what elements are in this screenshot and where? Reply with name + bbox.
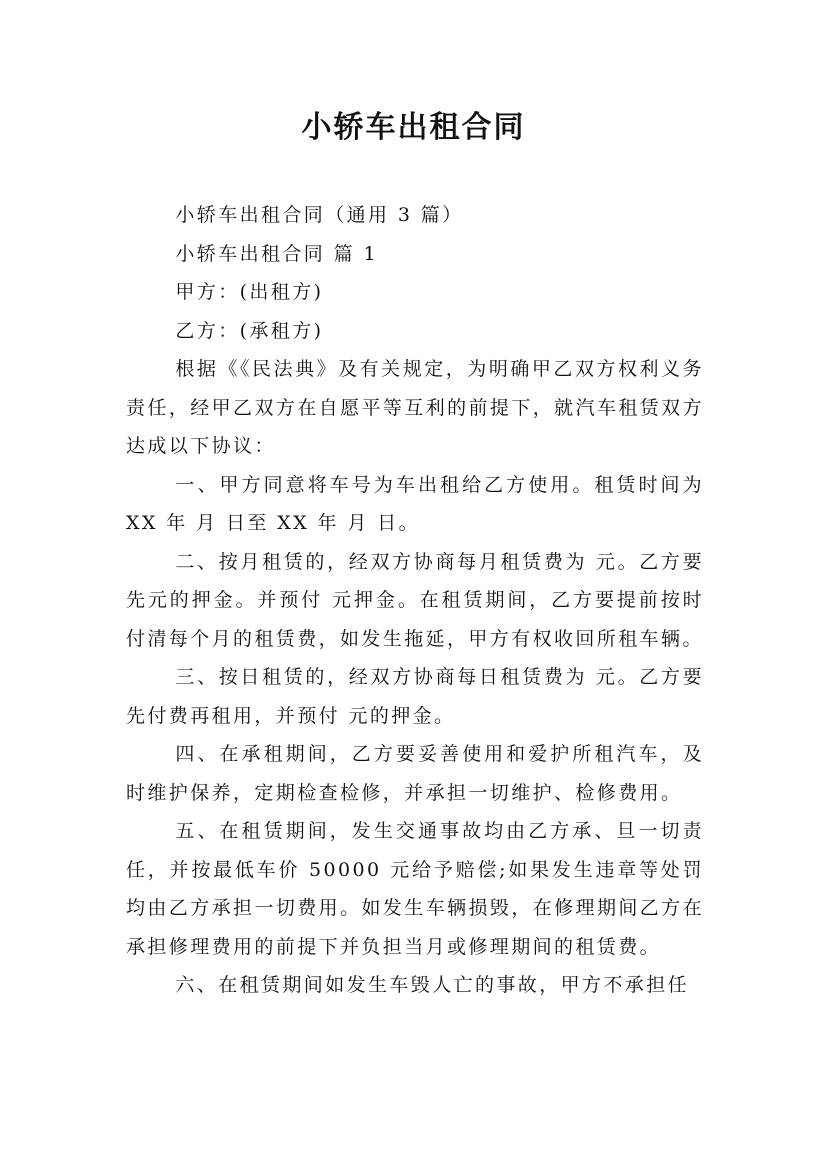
document-body (126, 196, 704, 1005)
paragraph-party-b: 乙方：(承租方) (175, 319, 324, 342)
paragraph-subtitle: 小轿车出租合同（通用 3 篇） (175, 204, 464, 226)
paragraph-clause-1: 一、甲方同意将车号为车出租给乙方使用。租赁时间为 XX 年 月 日至 XX 年 月 日。 (126, 473, 704, 534)
document-title: 小轿车出租合同 (301, 110, 526, 145)
paragraph-clause-5: 五、在租赁期间，发生交通事故均由乙方承、旦一切责任，并按最低车价 50000 元给予赔偿;如果发生违章等处罚均由乙方承担一切费用。如发生车辆损毁，在修理期间乙方在承担修理费用的前提下并负担当月或修理期间的租赁费。 (126, 820, 704, 958)
paragraph-party-a: 甲方：(出租方) (175, 281, 324, 303)
paragraph-clause-2: 二、按月租赁的，经双方协商每月租赁费为 元。乙方要先元的押金。并预付 元押金。在租赁期间，乙方要提前按时付清每个月的租赁费，如发生拖延，甲方有权收回所租车辆。 (126, 550, 704, 650)
paragraph-clause-6: 六、在租赁期间如发生车毁人亡的事故，甲方不承担任 (175, 974, 689, 996)
paragraph-clause-3: 三、按日租赁的，经双方协商每日租赁费为 元。乙方要先付费再租用，并预付 元的押金。 (126, 666, 704, 727)
paragraph-section-heading: 小轿车出租合同 篇 1 (175, 242, 378, 265)
paragraph-preamble: 根据《《民法典》及有关规定，为明确甲乙双方权利义务责任，经甲乙双方在自愿平等互利的前提下，就汽车租赁双方达成以下协议： (126, 358, 704, 457)
paragraph-clause-4: 四、在承租期间，乙方要妥善使用和爱护所租汽车，及时维护保养，定期检查检修，并承担一切维护、检修费用。 (126, 743, 704, 804)
